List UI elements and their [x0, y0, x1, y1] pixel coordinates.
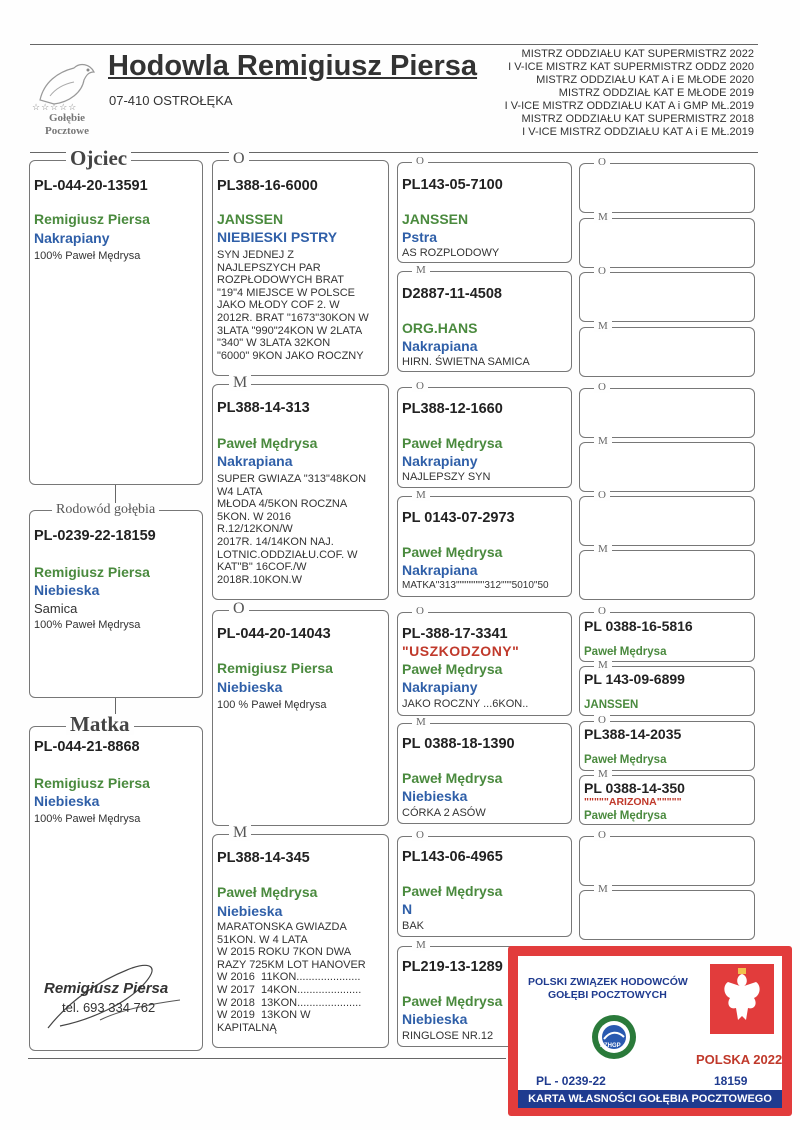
- ring-number: PL 143-09-6899: [584, 671, 685, 687]
- pigeon-notes: BAK: [402, 920, 425, 932]
- sire-label: O: [412, 156, 428, 167]
- ring-number: PL388-14-345: [217, 850, 310, 866]
- achievement-line: I V-ICE MISTRZ KAT SUPERMISTRZ ODDZ 2020: [508, 61, 754, 73]
- father-label: Ojciec: [66, 148, 131, 169]
- breeder-address: 07-410 OSTROŁĘKA: [109, 93, 233, 108]
- card-country: POLSKA 2022: [696, 1052, 783, 1067]
- ring-number: PL-388-17-3341: [402, 626, 508, 642]
- achievement-line: MISTRZ ODDZIAŁ KAT E MŁODE 2019: [558, 87, 754, 99]
- page-title: Hodowla Remigiusz Piersa: [108, 50, 478, 82]
- breeder-name: ORG.HANS: [402, 320, 478, 336]
- ring-number: D2887-11-4508: [402, 286, 502, 302]
- pigeon-notes: CÓRKA 2 ASÓW: [402, 807, 486, 819]
- breeder-name: Paweł Mędrysa: [402, 661, 503, 677]
- breeder-name: Paweł Mędrysa: [402, 770, 503, 786]
- header-rule: [30, 152, 758, 153]
- pigeon-color: Niebieska: [217, 679, 283, 695]
- pigeon-notes: 100% Paweł Mędrysa: [34, 813, 141, 825]
- dam-label: M: [594, 660, 612, 671]
- pzhgp-logo: [588, 1011, 640, 1063]
- pigeon-notes: 100% Paweł Mędrysa: [34, 619, 141, 631]
- dam-label: M: [594, 212, 612, 223]
- gen5-box[interactable]: [579, 768, 755, 825]
- breeder-name: Remigiusz Piersa: [34, 211, 150, 227]
- sire-label: O: [412, 606, 428, 617]
- subject-box[interactable]: [29, 502, 203, 698]
- pigeon-color: Nakrapiany: [402, 453, 478, 469]
- breeder-name: Paweł Mędrysa: [402, 544, 503, 560]
- card-body: [518, 956, 782, 1092]
- breeder-name: Remigiusz Piersa: [217, 660, 333, 676]
- great-grandparent-box[interactable]: [397, 264, 572, 372]
- pigeon-notes: SUPER GWIAZA "313"48KON W4 LATA MŁODA 4/5KON ROCZNA 5KON. W 2016 R.12/12KON/W 2017R. 14/14KON NAJ. LOTNIC.ODDZIAŁU.COF. W KAT"B" 16COF./W 2018R.10KON.W: [217, 473, 367, 586]
- dam-label: M: [594, 436, 612, 447]
- top-rule: [30, 44, 758, 45]
- achievement-line: MISTRZ ODDZIAŁU KAT SUPERMISTRZ 2018: [521, 113, 754, 125]
- ring-number: PL-0239-22-18159: [34, 528, 156, 544]
- pzhgp-text: PZHGP: [600, 1043, 621, 1049]
- achievement-line: I V-ICE MISTRZ ODDZIAŁU KAT A i E MŁ.2019: [522, 126, 754, 138]
- dam-label: M: [229, 825, 251, 841]
- ring-number: PL-044-20-13591: [34, 178, 148, 194]
- ring-number: PL388-14-2035: [584, 726, 682, 742]
- breeder-name: Paweł Mędrysa: [402, 435, 503, 451]
- ring-number: PL 0388-18-1390: [402, 736, 515, 752]
- pigeon-icon: [30, 52, 102, 108]
- pigeon-color: Nakrapiana: [402, 562, 478, 578]
- club-logo: [30, 52, 102, 144]
- pigeon-notes: 100% Paweł Mędrysa: [34, 250, 141, 262]
- ring-number: PL-044-21-8868: [34, 739, 140, 755]
- sire-label: O: [594, 382, 610, 393]
- breeder-name: Paweł Mędrysa: [217, 435, 318, 451]
- sire-label: O: [594, 830, 610, 841]
- pigeon-color: Niebieska: [34, 793, 100, 809]
- card-footer: KARTA WŁASNOŚCI GOŁĘBIA POCZTOWEGO: [518, 1090, 782, 1108]
- ring-number: PL 0388-14-350: [584, 780, 685, 796]
- achievement-line: MISTRZ ODDZIAŁU KAT SUPERMISTRZ 2022: [521, 48, 754, 60]
- sire-label: O: [229, 601, 249, 617]
- grandparent-box[interactable]: [212, 374, 389, 600]
- ring-number: PL143-05-7100: [402, 177, 503, 193]
- pigeon-sex: Samica: [34, 601, 78, 616]
- gen5-box-empty[interactable]: [579, 489, 755, 546]
- breeder-name: JANSSEN: [217, 211, 284, 227]
- great-grandparent-box[interactable]: [397, 716, 572, 824]
- pigeon-color: Niebieska: [402, 1011, 468, 1027]
- signature-phone: tel. 693 334 762: [62, 1000, 156, 1015]
- gen5-box-empty[interactable]: [579, 435, 755, 492]
- sire-label: O: [412, 830, 428, 841]
- achievement-line: I V-ICE MISTRZ ODDZIAŁU KAT A i GMP MŁ.2019: [504, 100, 754, 112]
- pigeon-color: NIEBIESKI PSTRY: [217, 229, 338, 245]
- card-org-line1: POLSKI ZWIĄZEK HODOWCÓW: [528, 976, 688, 988]
- ring-number: PL-044-20-14043: [217, 626, 331, 642]
- signature-name: Remigiusz Piersa: [44, 980, 169, 997]
- gen5-box[interactable]: [579, 659, 755, 716]
- grandparent-box[interactable]: [212, 824, 389, 1048]
- pigeon-color: Nakrapiana: [402, 338, 478, 354]
- sire-label: O: [229, 151, 249, 167]
- dam-label: M: [412, 490, 430, 501]
- great-grandparent-box[interactable]: [397, 829, 572, 937]
- pigeon-color: Niebieska: [34, 582, 100, 598]
- pzhgp-emblem-icon: [588, 1011, 640, 1063]
- breeder-name: JANSSEN: [584, 699, 639, 711]
- ring-number: PL 0143-07-2973: [402, 510, 515, 526]
- ring-number: PL143-06-4965: [402, 849, 503, 865]
- card-org-line2: GOŁĘBI POCZTOWYCH: [548, 989, 667, 1001]
- father-box[interactable]: [29, 146, 203, 485]
- card-ring-prefix: PL - 0239-22: [536, 1074, 606, 1088]
- sire-label: O: [594, 715, 610, 726]
- pigeon-notes: HIRN. ŚWIETNA SAMICA: [402, 356, 530, 368]
- dam-label: M: [412, 940, 430, 951]
- dam-label: M: [412, 265, 430, 276]
- pigeon-notes: MARATONSKA GWIAZDA 51KON. W 4 LATA W 2015 ROKU 7KON DWA RAZY 725KM LOT HANOVER W 2016 11KON..................... W 2017 14KON..................... W 2018 13KON..................... W 2019 13KON W KAPITALNĄ: [217, 921, 366, 1034]
- achievement-line: MISTRZ ODDZIAŁU KAT A i E MŁODE 2020: [536, 74, 754, 86]
- great-grandparent-box[interactable]: [397, 380, 572, 488]
- pigeon-color: Niebieska: [402, 788, 468, 804]
- pigeon-notes: SYN JEDNEJ Z NAJLEPSZYCH PAR ROZPŁODOWYCH BRAT "19"4 MIEJSCE W POLSCE JAKO MŁODY COF 2. W 2012R. BRAT "1673"30KON W 3LATA "990"24KON W 2LATA "340" W 3LATA 32KON "6000" 9KON JAKO ROCZNY: [217, 249, 369, 362]
- mother-label: Matka: [66, 714, 134, 735]
- gen5-box-empty[interactable]: [579, 381, 755, 438]
- dam-label: M: [594, 884, 612, 895]
- gen5-box-empty[interactable]: [579, 883, 755, 940]
- logo-stars: ☆☆☆☆☆: [32, 102, 78, 112]
- pigeon-notes: MATKA"313""""""""312"""5010"50: [402, 580, 549, 591]
- breeder-name: Paweł Mędrysa: [402, 883, 503, 899]
- breeder-name: Paweł Mędrysa: [217, 884, 318, 900]
- dam-label: M: [594, 321, 612, 332]
- dam-label: M: [594, 769, 612, 780]
- great-grandparent-box[interactable]: [397, 605, 572, 716]
- ring-number: PL388-14-313: [217, 400, 310, 416]
- sire-label: O: [594, 490, 610, 501]
- gen5-box-empty[interactable]: [579, 320, 755, 377]
- sire-label: O: [594, 157, 610, 168]
- dam-label: M: [229, 375, 251, 391]
- breeder-name: Remigiusz Piersa: [34, 775, 150, 791]
- pedigree-label: Rodowód gołębia: [52, 503, 159, 517]
- gen5-box-empty[interactable]: [579, 543, 755, 600]
- gen5-box-empty[interactable]: [579, 156, 755, 213]
- grandparent-box[interactable]: [212, 150, 389, 376]
- breeder-name: JANSSEN: [402, 211, 469, 227]
- bottom-rule: [28, 1058, 506, 1059]
- breeder-name: Paweł Mędrysa: [402, 993, 503, 1009]
- logo-text: Gołębie Pocztowe: [45, 112, 89, 137]
- card-ring-number: 18159: [714, 1074, 748, 1088]
- gen5-box-empty[interactable]: [579, 211, 755, 268]
- signature: [40, 960, 210, 1040]
- damage-tag: "USZKODZONY": [402, 643, 520, 659]
- pigeon-color: Niebieska: [217, 903, 283, 919]
- breeder-name: Paweł Mędrysa: [584, 754, 667, 766]
- breeder-name: Paweł Mędrysa: [584, 646, 667, 658]
- gen5-box[interactable]: [579, 605, 755, 662]
- gen5-box-empty[interactable]: [579, 829, 755, 886]
- pigeon-notes: AS ROZPLODOWY: [402, 247, 500, 259]
- sire-label: O: [412, 381, 428, 392]
- sire-label: O: [594, 266, 610, 277]
- pigeon-color: Pstra: [402, 229, 438, 245]
- sire-label: O: [594, 606, 610, 617]
- pigeon-notes: 100 % Paweł Mędrysa: [217, 699, 327, 711]
- pigeon-color: Nakrapiany: [402, 679, 478, 695]
- pigeon-color: Nakrapiana: [217, 453, 293, 469]
- polish-eagle-icon: [710, 964, 774, 1034]
- breeder-name: Paweł Mędrysa: [584, 810, 667, 822]
- pigeon-notes: RINGLOSE NR.12: [402, 1030, 494, 1042]
- dam-label: M: [412, 717, 430, 728]
- pigeon-color: N: [402, 901, 413, 917]
- pigeon-notes: NAJLEPSZY SYN: [402, 471, 491, 483]
- great-grandparent-box[interactable]: [397, 155, 572, 263]
- ring-number: PL 0388-16-5816: [584, 618, 693, 634]
- ring-number: PL388-16-6000: [217, 178, 318, 194]
- ownership-card: [508, 946, 792, 1116]
- great-grandparent-box[interactable]: [397, 489, 572, 597]
- gen5-box[interactable]: [579, 714, 755, 771]
- breeder-name: Remigiusz Piersa: [34, 564, 150, 580]
- grandparent-box[interactable]: [212, 600, 389, 826]
- ring-number: PL219-13-1289: [402, 959, 503, 975]
- pigeon-nickname: """""ARIZONA""""": [584, 796, 682, 808]
- ring-number: PL388-12-1660: [402, 401, 503, 417]
- gen5-box-empty[interactable]: [579, 265, 755, 322]
- pigeon-notes: JAKO ROCZNY ...6KON..: [402, 698, 529, 710]
- dam-label: M: [594, 544, 612, 555]
- pigeon-color: Nakrapiany: [34, 230, 110, 246]
